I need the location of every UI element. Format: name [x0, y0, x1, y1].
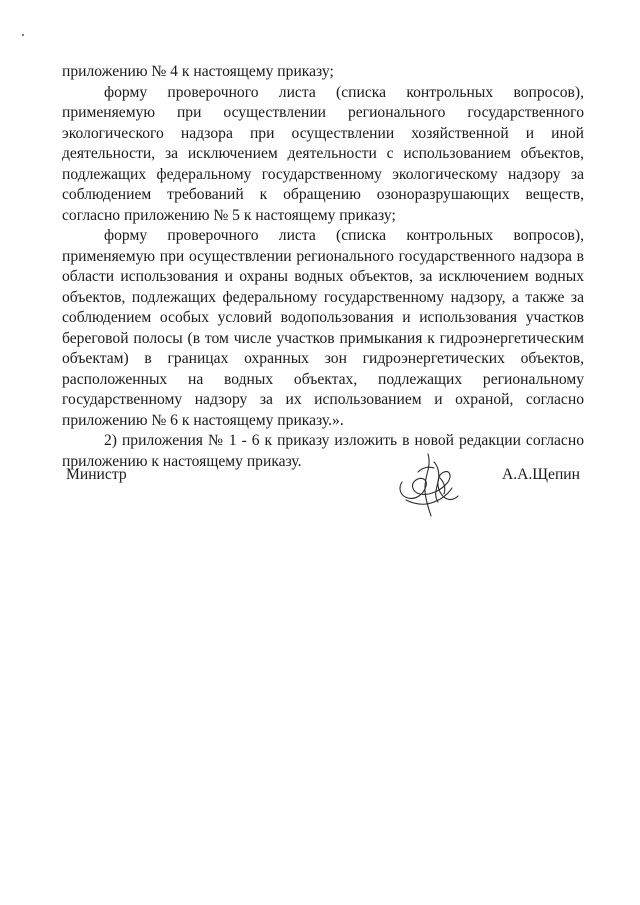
signer-title: Министр: [66, 466, 127, 483]
paragraph-appendices: 2) приложения № 1 - 6 к приказу изложить в новой редакции согласно приложению к настоящему приказу.: [62, 432, 584, 470]
handwritten-signature-icon: [394, 452, 464, 518]
paragraph-form-6: форму проверочного листа (списка контрольных вопросов), применяемую при осуществлении регионального государственного надзора в области использования и охраны водных объектов, за исключением водных объектов, подлежащих федеральному государственному надзору, а также за соблюдением особых условий водопользования и использования участков береговой полосы (в том числе участков примыкания к гидроэнергетическим объектам) в границах охранных зон гидроэнергетических объектов, расположенных на водных объектах, подлежащих региональному государственному надзору за их использованием и охраной, согласно приложению № 6 к настоящему приказу.».: [62, 227, 584, 429]
signer-name: А.А.Щепин: [501, 466, 580, 483]
paragraph-form-5: форму проверочного листа (списка контрольных вопросов), применяемую при осуществлении регионального государственного экологического надзора при осуществлении хозяйственной и иной деятельности, за исключением деятельности с использованием объектов, подлежащих федеральному государственному экологическому надзору за соблюдением требований к обращению озоноразрушающих веществ, согласно приложению № 5 к настоящему приказу;: [62, 83, 584, 224]
paragraph-continuation: приложению № 4 к настоящему приказу;: [62, 63, 334, 80]
scan-speck: [22, 34, 24, 36]
document-body: [62, 62, 584, 472]
signature-block: [62, 466, 584, 526]
